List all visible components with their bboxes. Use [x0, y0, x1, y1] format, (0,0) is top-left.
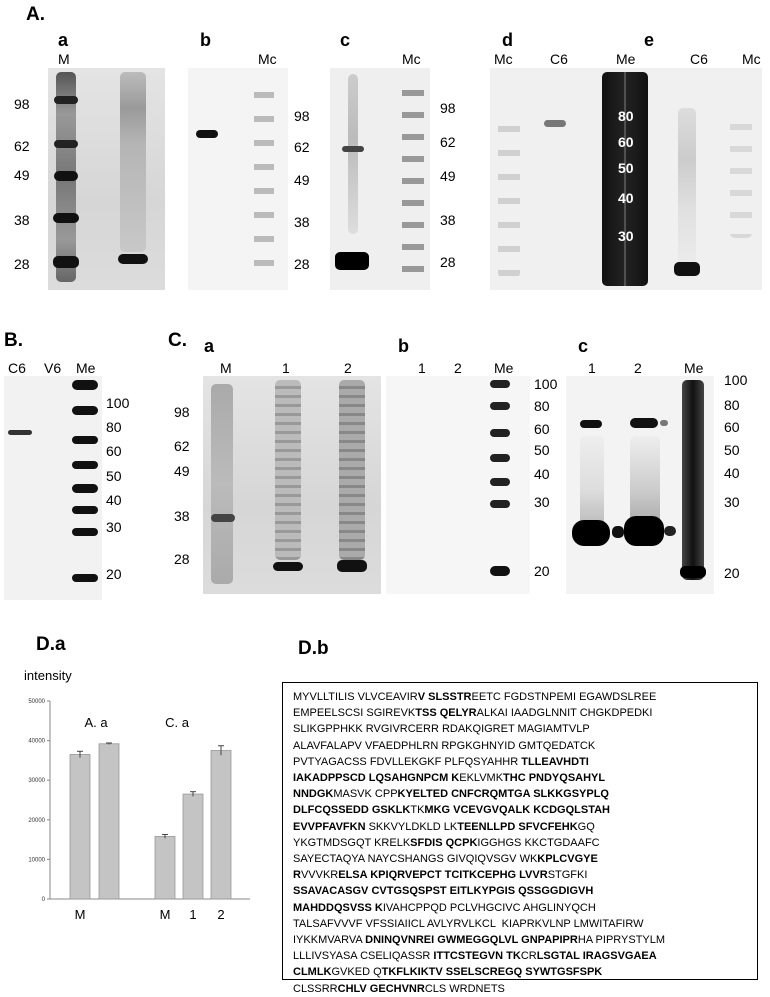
peptide-match: ELSA KPIQRVEPCT TCITKCEPHG LVVR — [338, 869, 548, 882]
bar — [211, 751, 231, 900]
mw-label: 20 — [534, 563, 550, 579]
lane-label: Mc — [258, 51, 277, 67]
peptide-match: SFDIS QCPK — [410, 836, 478, 849]
mw-label: 60 — [724, 419, 740, 435]
mw-label: 62 — [174, 438, 190, 454]
panel-c-c-label: c — [578, 336, 589, 356]
sequence-segment: ALAVFALAPV VFAEDPHLRN RPGKGHNYID GMTQEDATCK — [293, 739, 596, 752]
blot-c-c — [566, 376, 714, 594]
band — [490, 429, 510, 437]
marker-lane — [730, 108, 752, 238]
lane-label: C6 — [8, 360, 26, 376]
band — [118, 254, 148, 264]
gel-c-a — [203, 376, 381, 594]
mw-label: 28 — [440, 254, 456, 270]
sample-smear — [339, 380, 365, 560]
x-category-label: M — [159, 907, 171, 922]
sequence-segment: EETC FGDSTNPEMI EGAWDSLREE — [471, 691, 657, 703]
band — [54, 96, 78, 104]
lane-label: C6 — [690, 51, 708, 67]
panel-a-c-label: c — [340, 30, 351, 50]
band — [54, 171, 78, 181]
band — [342, 146, 364, 152]
sequence-segment: GVKED Q — [331, 966, 382, 979]
mw-label: 98 — [440, 100, 456, 116]
band — [490, 500, 510, 508]
band — [273, 562, 303, 571]
mw-label: 28 — [14, 256, 30, 272]
gel-a-a — [48, 68, 165, 290]
mw-label: 100 — [724, 372, 748, 388]
blot-a-b — [188, 68, 288, 290]
mw-label: 40 — [534, 466, 550, 482]
band — [196, 130, 218, 138]
lane-label: 1 — [588, 360, 596, 376]
y-tick-label: 40000 — [28, 738, 45, 745]
blot-a-de — [490, 68, 762, 290]
panel-c-label: C. — [168, 330, 187, 351]
peptide-match: SSAVACASGV CVTGSQSPST EITLKYPGIS QSSGGDIGVH — [293, 885, 594, 898]
mw-label: 49 — [14, 167, 30, 183]
sequence-segment: SKKVYLDKLD LK — [365, 820, 458, 833]
marker-lane — [498, 108, 520, 278]
bar — [155, 836, 175, 899]
panel-a-d-label: d — [502, 30, 513, 50]
panel-c-a-label: a — [204, 336, 215, 356]
panel-a-label: A. — [26, 4, 45, 25]
chart-ylabel: intensity — [24, 668, 72, 683]
mw-label: 62 — [14, 138, 30, 154]
sequence-segment: VVVKR — [300, 869, 339, 882]
sample-smear — [275, 380, 301, 560]
peptide-match: CHLV GECHVNR — [337, 982, 425, 995]
bar — [70, 754, 90, 899]
mw-label: 50 — [618, 160, 634, 176]
y-tick-label: 50000 — [28, 699, 45, 705]
mw-label: 50 — [534, 442, 550, 458]
band — [580, 420, 602, 428]
marker-lane — [211, 384, 233, 584]
peptide-match: IAKADPPSCD LQSAHGNPCM K — [293, 772, 460, 785]
sequence-segment: IGGHGS KKCTGDAAFC — [477, 836, 600, 849]
sequence-line — [293, 819, 757, 835]
sequence-line — [293, 932, 757, 948]
mw-label: 20 — [106, 566, 122, 582]
band — [490, 402, 510, 410]
group-label: C. a — [165, 715, 189, 730]
blot-a-c — [330, 68, 430, 290]
lane-label: M — [220, 360, 232, 376]
band — [72, 436, 98, 444]
lane-label: Me — [494, 360, 514, 376]
mw-label: 20 — [724, 565, 740, 581]
band — [53, 256, 79, 268]
peptide-match: TSS QELYR — [415, 707, 477, 720]
mw-label: 60 — [534, 421, 550, 437]
bar — [99, 744, 119, 899]
band — [674, 262, 700, 276]
sequence-line — [293, 883, 757, 899]
peptide-match: THC PNDYQSAHYL — [503, 772, 606, 785]
mw-label: 28 — [174, 551, 190, 567]
sequence-segment: SLIKGPPHKK RVGIVRCERR RDAKQIGRET MAGIAMTVLP — [293, 723, 590, 736]
sequence-segment: MYVLLTILIS VLVCEAVIR — [293, 691, 418, 703]
peptide-match: LSGTAL IRAGSVGAEA — [536, 950, 657, 963]
sequence-segment: STGFKI — [547, 869, 588, 882]
band — [72, 380, 98, 390]
sequence-segment: MASVK CPP — [333, 788, 398, 801]
peptide-match: MAHDDQSVSS K — [293, 901, 383, 914]
sample-smear — [348, 74, 358, 234]
mw-label: 30 — [534, 494, 550, 510]
protein-sequence-box — [282, 682, 758, 995]
panel-b-label: B. — [4, 330, 23, 351]
lane-label: M — [58, 51, 70, 67]
sequence-line — [293, 964, 757, 980]
mw-label: 49 — [294, 172, 310, 188]
lane-label: Mc — [402, 51, 421, 67]
lane-label: Me — [684, 360, 704, 376]
sequence-segment: YKGTMDSGQT KRELK — [293, 836, 411, 849]
sequence-line — [293, 754, 757, 770]
sequence-segment: ALKAI IAADGLNNIT CHGKDPEDKI — [476, 707, 653, 720]
band — [335, 252, 369, 270]
mw-label: 38 — [294, 214, 310, 230]
mw-label: 98 — [294, 108, 310, 124]
band — [8, 430, 32, 435]
sequence-segment: LLLIVSYASA CSELIQASSR — [293, 950, 434, 963]
mw-label: 40 — [106, 492, 122, 508]
lane-label: Mc — [742, 51, 761, 67]
panel-a-a-label: a — [58, 30, 69, 50]
peptide-match: KYELTED CNFCRQMTGA SLK — [397, 788, 556, 801]
sequence-segment: EKLVMK — [459, 772, 504, 785]
lane-label: V6 — [44, 360, 62, 376]
panel-a-b-label: b — [200, 30, 211, 50]
band — [337, 560, 367, 572]
sequence-line — [293, 900, 757, 916]
band — [624, 516, 664, 546]
band — [53, 213, 79, 223]
peptide-match: R — [293, 869, 301, 882]
band — [72, 506, 98, 514]
band — [544, 120, 566, 127]
band — [572, 520, 610, 546]
lane-label: Mc — [494, 51, 513, 67]
y-tick-label: 0 — [41, 897, 45, 903]
mw-label: 40 — [724, 465, 740, 481]
sequence-segment: CR — [520, 950, 537, 963]
lane-label: 2 — [634, 360, 642, 376]
sample-smear — [580, 436, 604, 526]
mw-label: 80 — [724, 397, 740, 413]
band — [72, 406, 98, 415]
mw-label: 40 — [618, 190, 634, 206]
peptide-match: MKG VCEVGVQALK KCDGQLSTAH — [424, 804, 610, 817]
sequence-line — [293, 948, 757, 964]
blot-c-b — [386, 376, 530, 594]
peptide-match: CLMLK — [293, 966, 332, 979]
band — [612, 526, 624, 538]
mw-label: 38 — [174, 508, 190, 524]
mw-label: 50 — [106, 468, 122, 484]
sequence-segment: GQ — [577, 820, 595, 833]
mw-label: 98 — [174, 404, 190, 420]
band — [72, 574, 98, 582]
mw-label: 80 — [618, 108, 634, 124]
lane-label: 1 — [418, 360, 426, 376]
lane-label: 1 — [282, 360, 290, 376]
marker-lane-me — [602, 72, 648, 286]
sequence-line — [293, 851, 757, 867]
y-tick-label: 10000 — [28, 857, 45, 864]
mw-label: 30 — [106, 519, 122, 535]
mw-label: 49 — [174, 463, 190, 479]
y-tick-label: 30000 — [28, 778, 45, 785]
sequence-segment: CLS WRDNETS — [424, 982, 505, 995]
peptide-match: KGSYPLQ — [555, 788, 609, 801]
marker-lane — [254, 74, 274, 280]
mw-label: 60 — [106, 443, 122, 459]
sequence-segment: CLSSRR — [293, 982, 338, 995]
mw-label: 30 — [724, 494, 740, 510]
mw-label: 98 — [14, 96, 30, 112]
x-category-label: 1 — [189, 907, 197, 922]
mw-label: 38 — [440, 212, 456, 228]
mw-label: 60 — [618, 134, 634, 150]
peptide-match: EVVPFAVFKN — [293, 820, 366, 833]
panel-da-label: D.a — [36, 634, 66, 655]
band — [490, 478, 510, 486]
band — [630, 418, 658, 428]
intensity-bar-chart — [0, 685, 270, 945]
peptide-match: NNDGK — [293, 788, 334, 801]
sequence-segment: IYKKMVARVA — [293, 934, 366, 947]
x-category-label: M — [74, 907, 86, 922]
sequence-segment: SAYECTAQYA NAYCSHANGS GIVQIQVSGV WK — [293, 853, 538, 866]
sequence-line — [293, 721, 757, 737]
panel-db-label: D.b — [298, 638, 329, 659]
sequence-segment: PVTYAGACSS FDVLLEKGKF PLFQSYAHHR — [293, 755, 522, 768]
sequence-segment: EMPEELSCSI SGIREVK — [293, 707, 416, 720]
lane-label: Me — [616, 51, 636, 67]
peptide-match: TEENLLPD SFVCFEHK — [457, 820, 578, 833]
sequence-line — [293, 802, 757, 818]
peptide-match: DLFCQSSEDD GSKLK — [293, 804, 411, 817]
mw-label: 80 — [106, 419, 122, 435]
panel-c-b-label: b — [398, 336, 409, 356]
peptide-match: ITTCSTEGVN TK — [433, 950, 521, 963]
band — [72, 484, 98, 493]
marker-lane — [682, 380, 704, 580]
band — [660, 420, 668, 426]
peptide-match: KPLCVGYE — [537, 853, 598, 866]
mw-label: 28 — [294, 256, 310, 272]
mw-label: 30 — [618, 228, 634, 244]
sequence-line — [293, 705, 757, 721]
sequence-line — [293, 738, 757, 754]
sequence-segment: TALSAFVVVF VFSSIAIICL AVLYRVLKCL KIAPRKVLNP LMWITAFIRW — [293, 917, 644, 930]
peptide-match: V SLSSTR — [417, 691, 472, 703]
band — [680, 566, 706, 578]
band — [490, 566, 510, 576]
sample-smear — [678, 108, 696, 278]
sequence-line — [293, 786, 757, 802]
mw-label: 50 — [724, 442, 740, 458]
band — [490, 454, 510, 462]
x-category-label: 2 — [217, 907, 225, 922]
sequence-line — [293, 981, 757, 997]
sequence-line — [293, 916, 757, 932]
mw-label: 100 — [106, 395, 130, 411]
mw-label: 62 — [294, 139, 310, 155]
blot-b — [4, 376, 102, 600]
sample-smear — [630, 436, 660, 526]
bar — [183, 794, 203, 899]
mw-label: 62 — [440, 134, 456, 150]
group-label: A. a — [84, 715, 108, 730]
peptide-match: TKFLKIKTV SSELSCREGQ SYWTGSFSPK — [381, 966, 603, 979]
sequence-segment: IVAHCPPQD PCLVHGCIVC AHGLINYQCH — [382, 901, 596, 914]
sample-smear — [120, 72, 146, 252]
mw-label: 49 — [440, 168, 456, 184]
lane-label: 2 — [454, 360, 462, 376]
lane-label: C6 — [550, 51, 568, 67]
lane-label: Me — [76, 360, 96, 376]
panel-a-e-label: e — [644, 30, 655, 50]
lane-label: 2 — [344, 360, 352, 376]
sequence-line — [293, 867, 757, 883]
band — [664, 526, 676, 536]
marker-lane — [402, 74, 424, 280]
band — [72, 528, 98, 536]
band — [211, 514, 235, 522]
sequence-segment: HA PIPRYSTYLM — [577, 934, 666, 947]
peptide-match: DNINQVNREI GWMEGGQLVL GNPAPIPR — [365, 934, 578, 947]
band — [490, 380, 510, 388]
sequence-line — [293, 689, 757, 705]
sequence-line — [293, 835, 757, 851]
mw-label: 38 — [14, 212, 30, 228]
y-tick-label: 20000 — [28, 817, 45, 824]
band — [72, 461, 98, 469]
peptide-match: TLLEAVHDTI — [521, 755, 589, 768]
mw-label: 80 — [534, 398, 550, 414]
sequence-line — [293, 770, 757, 786]
mw-label: 100 — [534, 376, 558, 392]
sequence-segment: TK — [410, 804, 425, 817]
band — [54, 140, 78, 148]
